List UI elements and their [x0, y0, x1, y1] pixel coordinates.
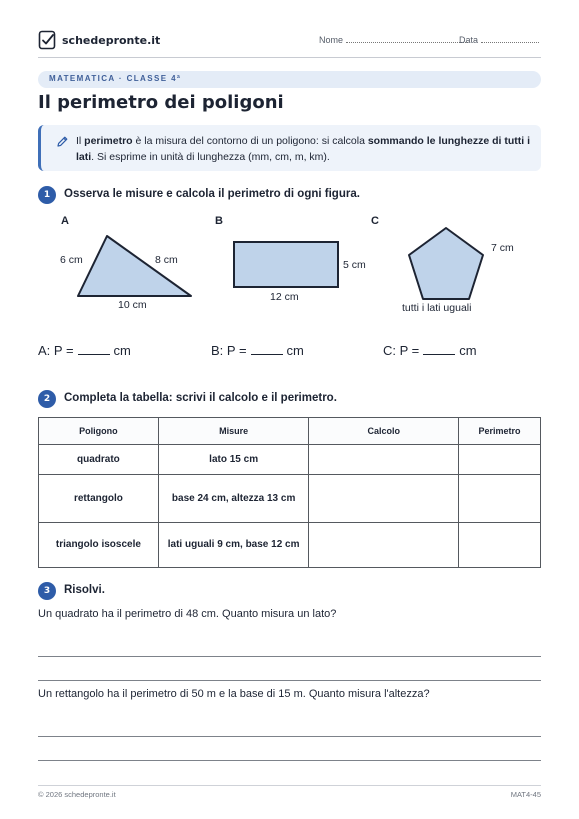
table-header: Calcolo: [309, 418, 459, 445]
pentagon-shape: [409, 228, 483, 299]
definition-part: è la misura del contorno di un poligono: si calcola: [132, 135, 368, 147]
exercise-3-title: Risolvi.: [64, 584, 105, 596]
figures-drawing: [0, 0, 579, 330]
definition-part: Il: [76, 135, 85, 147]
triangle-base: 10 cm: [118, 299, 147, 311]
exercise-2-number: 2: [38, 390, 56, 408]
answer-line[interactable]: [38, 760, 541, 761]
name-label: Nome: [319, 35, 344, 45]
answer-c-unit: cm: [459, 343, 477, 358]
answer-line[interactable]: [38, 656, 541, 657]
answer-a: [38, 343, 131, 358]
table-cell-polygon: triangolo isoscele: [39, 523, 159, 568]
footer-code: MAT4-45: [510, 790, 541, 799]
answer-b-unit: cm: [286, 343, 304, 358]
table-cell-measures: base 24 cm, altezza 13 cm: [158, 475, 309, 523]
answer-a-blank[interactable]: [78, 345, 110, 355]
table-row: [39, 445, 541, 475]
figure-c-letter: C: [371, 215, 379, 227]
rectangle-shape: [234, 242, 338, 287]
table-cell-perimeter[interactable]: [459, 523, 541, 568]
definition-bold: perimetro: [84, 135, 133, 147]
footer-divider: [38, 785, 541, 786]
answer-line[interactable]: [38, 736, 541, 737]
answer-a-label: A: P =: [38, 343, 74, 358]
table-cell-measures: lati uguali 9 cm, base 12 cm: [158, 523, 309, 568]
subject-label: MATEMATICA · CLASSE 4ª: [49, 74, 182, 83]
table-header: Perimetro: [459, 418, 541, 445]
table-cell-perimeter[interactable]: [459, 445, 541, 475]
answer-b-blank[interactable]: [251, 345, 283, 355]
answer-line[interactable]: [38, 680, 541, 681]
exercise-1-title: Osserva le misure e calcola il perimetro di ogni figura.: [64, 188, 360, 200]
pentagon-note: tutti i lati uguali: [402, 302, 472, 314]
table-cell-calculation[interactable]: [309, 445, 459, 475]
table-header: Poligono: [39, 418, 159, 445]
table-cell-calculation[interactable]: [309, 475, 459, 523]
question-1: Un quadrato ha il perimetro di 48 cm. Quanto misura un lato?: [38, 608, 337, 620]
footer-copyright: © 2026 schedepronte.it: [38, 790, 116, 799]
table-row: [39, 475, 541, 523]
brand-name: schedepronte.it: [62, 34, 161, 47]
answer-b: [211, 343, 304, 358]
table-cell-perimeter[interactable]: [459, 475, 541, 523]
question-2: Un rettangolo ha il perimetro di 50 m e la base di 15 m. Quanto misura l'altezza?: [38, 688, 430, 700]
exercise-1-number: 1: [38, 186, 56, 204]
triangle-side-left: 6 cm: [60, 254, 83, 266]
definition-bold: sommando le lunghezze di tutti i lati: [76, 135, 531, 163]
table-cell-calculation[interactable]: [309, 523, 459, 568]
definition-part: . Si esprime in unità di lunghezza (mm, cm, m, km).: [91, 151, 330, 163]
table-cell-measures: lato 15 cm: [158, 445, 309, 475]
answer-c: [383, 343, 477, 358]
rectangle-height: 5 cm: [343, 259, 366, 271]
triangle-shape: [78, 236, 191, 296]
figure-b-letter: B: [215, 215, 223, 227]
table-row: [39, 523, 541, 568]
table-cell-polygon: quadrato: [39, 445, 159, 475]
exercise-2-title: Completa la tabella: scrivi il calcolo e il perimetro.: [64, 392, 337, 404]
page-title: Il perimetro dei poligoni: [38, 92, 284, 113]
answer-c-blank[interactable]: [423, 345, 455, 355]
triangle-side-right: 8 cm: [155, 254, 178, 266]
table-cell-polygon: rettangolo: [39, 475, 159, 523]
exercise-3-number: 3: [38, 582, 56, 600]
figure-a-letter: A: [61, 215, 69, 227]
perimeter-table: [38, 417, 541, 568]
answer-c-label: C: P =: [383, 343, 420, 358]
table-header: Misure: [158, 418, 309, 445]
answer-b-label: B: P =: [211, 343, 247, 358]
rectangle-base: 12 cm: [270, 291, 299, 303]
pentagon-side: 7 cm: [491, 242, 514, 254]
date-label: Data: [459, 35, 479, 45]
answer-a-unit: cm: [113, 343, 131, 358]
